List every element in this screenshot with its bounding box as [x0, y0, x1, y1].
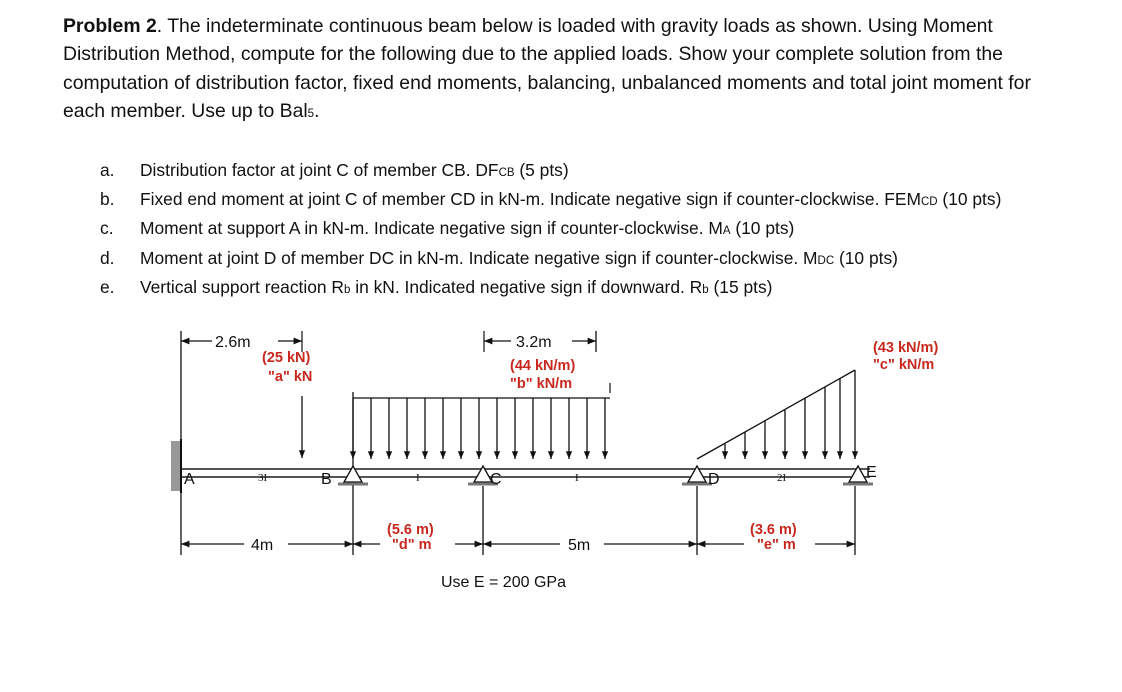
udl-var: "b" kN/m: [510, 376, 573, 392]
question-text: Vertical support reaction R: [140, 276, 344, 297]
modulus-note: Use E = 200 GPa: [441, 574, 566, 591]
dim-top-mid-label: 3.2m: [516, 334, 552, 351]
question-subscript-2: b: [702, 283, 709, 296]
point-load-var: "a" kN: [268, 369, 313, 385]
question-points: (15 pts): [708, 276, 773, 297]
question-subscript: CB: [498, 167, 515, 179]
span-e-var: "e" m: [757, 537, 796, 553]
inertia-de-label: 2I: [777, 472, 787, 484]
span-ab-label: 4m: [251, 537, 274, 554]
dim-top-left-label: 2.6m: [215, 334, 251, 351]
fixed-support-a: [171, 439, 181, 493]
question-subscript: b: [343, 283, 351, 296]
problem-bal-subscript: 5: [307, 107, 315, 120]
joint-a-label: A: [184, 471, 195, 488]
inertia-ab-label: 3I: [258, 472, 268, 484]
joint-d-label: D: [708, 471, 720, 488]
question-label: a.: [100, 160, 115, 180]
inertia-bc1-label: I: [416, 472, 420, 484]
span-b-value: (5.6 m): [387, 522, 434, 538]
triangular-load: [697, 370, 855, 459]
question-subscript: A: [722, 225, 731, 238]
question-points: (10 pts): [937, 189, 1002, 210]
udl-load: [353, 398, 610, 459]
question-label: d.: [100, 247, 115, 268]
joint-c-label: C: [490, 471, 502, 488]
span-b-var: "d" m: [392, 537, 432, 553]
question-label: e.: [100, 276, 115, 297]
beam: [181, 469, 870, 477]
question-text-2: in kN. Indicated negative sign if downward. R: [350, 276, 703, 297]
question-subscript: CD: [920, 196, 938, 209]
question-subscript: DC: [817, 254, 835, 267]
joint-b-label: B: [321, 471, 332, 488]
question-points: (10 pts): [730, 218, 795, 239]
problem-end: .: [314, 99, 320, 122]
point-load-value: (25 kN): [262, 350, 311, 366]
question-text: Moment at support A in kN-m. Indicate negative sign if counter-clockwise. M: [140, 218, 723, 239]
span-e-value: (3.6 m): [750, 522, 797, 538]
problem-heading: Problem 2: [63, 15, 157, 37]
question-text: Distribution factor at joint C of member CB. DF: [140, 160, 499, 180]
tri-load-value: (43 kN/m): [873, 340, 939, 356]
question-label: c.: [100, 218, 114, 239]
tri-load-var: "c" kN/m: [873, 357, 935, 373]
problem-body: . The indeterminate continuous beam below is loaded with gravity loads as shown. Using Moment Distribution Method, compute for the following due to the applied loads. Show your complete solution from the computation of distribution factor, fixed end moments, balancing, unbalanced moments and total joint moment for each member. Use up to Bal: [63, 15, 1031, 122]
joint-e-label: E: [866, 464, 877, 481]
question-text: Fixed end moment at joint C of member CD in kN-m. Indicate negative sign if counter-clockwise. FEM: [140, 189, 921, 210]
question-label: b.: [100, 189, 115, 210]
question-points: (10 pts): [834, 247, 898, 268]
span-c-label: 5m: [568, 537, 591, 554]
question-text: Moment at joint D of member DC in kN-m. Indicate negative sign if counter-clockwise. M: [140, 247, 818, 268]
udl-value: (44 kN/m): [510, 358, 576, 374]
question-points: (5 pts): [514, 160, 569, 180]
inertia-bc2-label: I: [575, 472, 579, 484]
